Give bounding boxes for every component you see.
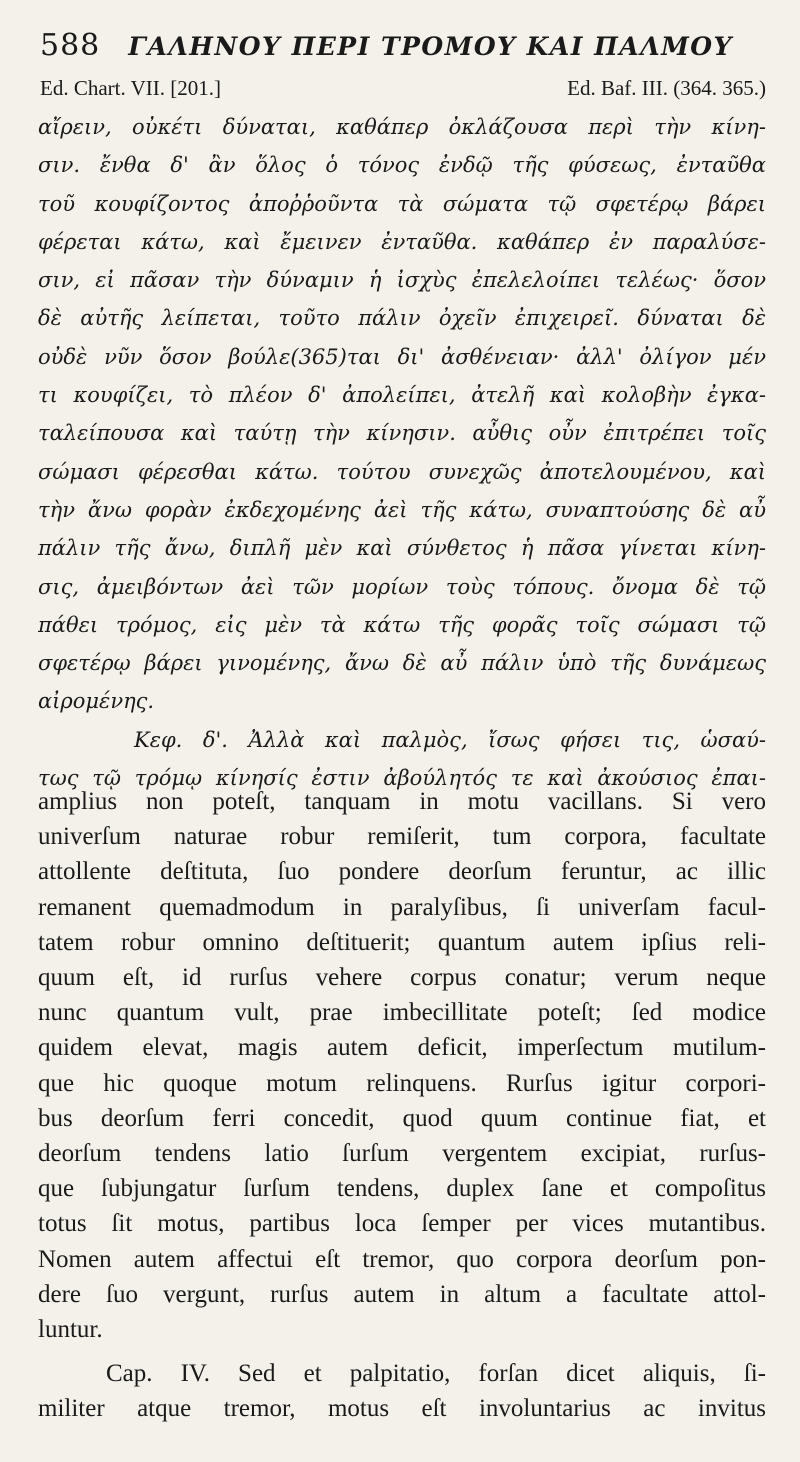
greek-line: ταλείπουσα καὶ ταύτῃ τὴν κίνησιν. αὖθις οὖν ἐπιτρέπει τοῖς [38,421,766,446]
paragraph-gap [38,1347,766,1356]
latin-line: univerſum naturae robur remiſerit, tum corpora, facultate [38,823,766,851]
latin-line: dere ſuo vergunt, rurſus autem in altum a facultate attol- [38,1280,766,1308]
greek-line: πάλιν τῆς ἄνω, διπλῆ μὲν καὶ σύνθετος ἡ πᾶσα γίνεται κίνη- [38,536,766,561]
running-title: ΓΑΛΗΝΟΥ ΠΕΡΙ ΤΡΟΜΟΥ ΚΑΙ ΠΑΛΜΟΥ [128,32,733,61]
greek-line: δὲ αὐτῆς λείπεται, τοῦτο πάλιν ὀχεῖν ἐπιχειρεῖ. δύναται δὲ [38,306,766,331]
latin-line: que hic quoque motum relinquens. Rurſus igitur corpori- [38,1069,766,1097]
latin-line: militer atque tremor, motus eſt involuntarius ac invitus [38,1395,766,1423]
greek-line: αἴρειν, οὐκέτι δύναται, καθάπερ ὀκλάζουσα περὶ τὴν κίνη- [38,115,766,139]
page-header [40,28,764,68]
latin-line: attollente deſtituta, ſuo pondere deorſum feruntur, ac illic [38,858,766,886]
latin-line: remanent quemadmodum in paralyſibus, ſi univerſam facul- [38,893,766,921]
greek-text-block [38,108,766,797]
edition-reference-left: Ed. Chart. VII. [201.] [40,76,221,100]
greek-line: πάθει τρόμος, εἰς μὲν τὰ κάτω τῆς φορᾶς τοῖς σώμασι τῷ [38,612,766,637]
latin-line: amplius non poteſt, tanquam in motu vacillans. Si vero [38,788,766,815]
latin-line: quidem elevat, magis autem deficit, imperſectum mutilum- [38,1034,766,1062]
greek-line: οὐδὲ νῦν ὅσον βούλε(365)ται δι' ἀσθένειαν· ἀλλ' ὀλίγον μέν [38,344,766,369]
greek-line: σιν. ἔνθα δ' ἂν ὅλος ὁ τόνος ἐνδῷ τῆς φύσεως, ἐνταῦθα [38,153,766,178]
greek-line: τι κουφίζει, τὸ πλέον δ' ἀπολείπει, ἀτελῆ καὶ κολοβὴν ἐγκα- [38,383,766,408]
latin-line: que ſubjungatur ſurſum tendens, duplex ſane et compoſitus [38,1175,766,1203]
latin-line: totus ſit motus, partibus loca ſemper per vices mutantibus. [38,1210,766,1238]
greek-line: σφετέρῳ βάρει γινομένης, ἄνω δὲ αὖ πάλιν ὑπὸ τῆς δυνάμεως [38,651,766,676]
latin-line: deorſum tendens latio ſurſum vergentem excipiat, rurſus- [38,1140,766,1168]
greek-line: σώμασι φέρεσθαι κάτω. τούτου συνεχῶς ἀποτελουμένου, καὶ [38,459,766,484]
greek-line: τως τῷ τρόμῳ κίνησίς ἐστιν ἀβούλητός τε καὶ ἀκούσιος ἐπαι- [38,766,766,791]
edition-reference-right: Ed. Baf. III. (364. 365.) [567,76,766,100]
latin-line: luntur. [38,1316,103,1344]
page-number: 588 [40,28,101,63]
greek-line: τοῦ κουφίζοντος ἀποῤῥοῦντα τὰ σώματα τῷ σφετέρῳ βάρει [38,191,766,216]
latin-line: bus deorſum ferri concedit, quod quum continue fiat, et [38,1104,766,1132]
greek-line: αἰρομένης. [38,689,155,714]
greek-line: σις, ἀμειβόντων ἀεὶ τῶν μορίων τοὺς τόπους. ὄνομα δὲ τῷ [38,574,766,599]
greek-line: φέρεται κάτω, καὶ ἔμεινεν ἐνταῦθα. καθάπερ ἐν παραλύσε- [38,229,766,254]
latin-line: tatem robur omnino deſtituerit; quantum autem ipſius reli- [38,928,766,956]
greek-line: τὴν ἄνω φορὰν ἐκδεχομένης ἀεὶ τῆς κάτω, συναπτούσης δὲ αὖ [38,497,766,522]
greek-chapter-heading-line: Κεφ. δ'. Ἀλλὰ καὶ παλμὸς, ἴσως φήσει τις, ὡσαύ- [134,727,766,752]
latin-line: Nomen autem affectui eſt tremor, quo corpora deorſum pon- [38,1245,766,1273]
edition-references [40,76,766,104]
greek-line: σιν, εἰ πᾶσαν τὴν δύναμιν ἡ ἰσχὺς ἐπελελοίπει τελέως· ὅσον [38,268,766,293]
latin-line: quum eſt, id rurſus vehere corpus conatur; verum neque [38,964,766,992]
latin-line: nunc quantum vult, prae imbecillitate poteſt; ſed modice [38,999,766,1027]
latin-chapter-heading-line: Cap. IV. Sed et palpitatio, forſan dicet aliquis, ſi- [106,1360,766,1388]
latin-text-block [38,784,766,1427]
